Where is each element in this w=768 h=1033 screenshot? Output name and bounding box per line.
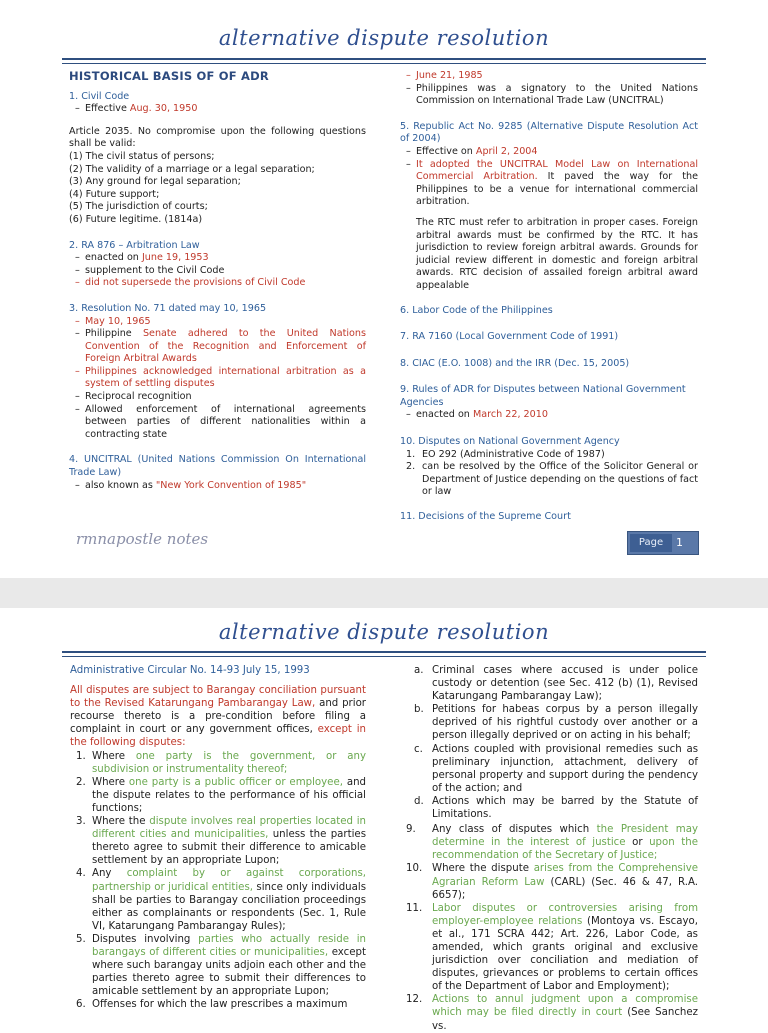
intro-paragraph — [70, 684, 366, 749]
item-number: 6. — [76, 999, 86, 1011]
item-highlight: dispute involves real properties located in different cities and municipalities, — [92, 816, 366, 841]
right-column — [400, 70, 698, 524]
date: June 19, 1953 — [141, 252, 209, 264]
item-number: 2. — [76, 776, 86, 788]
text-red: All disputes are subject to Barangay conciliation pursuant to the Revised Katarungang Pambarangay Law, — [70, 685, 366, 710]
s2-title: 2. RA 876 – Arbitration Law — [69, 239, 200, 251]
item-number: 10. — [406, 863, 423, 875]
text-red-2: except in the following disputes: — [70, 724, 366, 749]
uncitral-signatory: – Philippines was a signatory to the United Nations Commission on International Trade Law (UNCITRAL) — [400, 83, 698, 108]
date: April 2, 2004 — [475, 145, 538, 157]
list-item — [404, 795, 698, 821]
date: March 22, 2010 — [472, 409, 548, 421]
s3-senate — [69, 328, 366, 366]
item-highlight: Actions to annul judgment upon a compromise which may be filed directly in court — [432, 994, 698, 1019]
s5-paragraph: The RTC must refer to arbitration in proper cases. Foreign arbitral awards must be confirmed by the RTC. It has jurisdiction to review foreign arbitral awards. Grounds for judicial review different in domestic and foreign arbitral awards. RTC decision of assailed foreign arbitral award appealable — [416, 216, 698, 291]
article-2035: Article 2035. No compromise upon the following questions shall be valid: — [69, 125, 366, 150]
list-item — [404, 862, 698, 901]
label: Philippine — [85, 328, 143, 340]
article-item: (6) Future legitime. (1814a) — [69, 213, 203, 225]
signature: rmnapostle notes — [76, 530, 209, 548]
list-item — [70, 933, 366, 998]
list-item — [70, 867, 366, 932]
header-rule — [62, 651, 706, 653]
list-item — [404, 902, 698, 994]
s8-title: 8. CIAC (E.O. 1008) and the IRR (Dec. 15, 2005) — [400, 357, 630, 369]
document-page-2 — [0, 608, 768, 1032]
item-text: Where — [92, 776, 129, 788]
item-highlight: one party is a public officer or employee, — [128, 776, 343, 788]
item-highlight: one party is the government, or any subdivision or instrumentality thereof; — [92, 750, 366, 775]
item-text-rest: or — [625, 837, 650, 849]
left-column — [69, 70, 366, 492]
header-rule-thin — [62, 656, 706, 657]
list-item — [70, 750, 366, 776]
s4-known — [69, 480, 366, 493]
article-item: (1) The civil status of persons; — [69, 150, 215, 162]
list-item — [70, 776, 366, 815]
list-item — [404, 703, 698, 742]
label: enacted on — [416, 409, 473, 421]
item-text: Actions which may be barred by the Statute of Limitations. — [432, 795, 698, 821]
item-text: Disputes involving — [92, 933, 199, 945]
s3-title: 3. Resolution No. 71 dated may 10, 1965 — [69, 302, 267, 314]
article-item: (5) The jurisdiction of courts; — [69, 201, 208, 213]
item-highlight-2: upon the recommendation of the Secretary of Justice; — [432, 837, 698, 862]
item-letter: b. — [414, 704, 424, 716]
s4-title: 4. UNCITRAL (United Nations Commission On International Trade Law) — [69, 454, 366, 479]
exception-list — [70, 750, 366, 1012]
item-highlight: Labor disputes or controversies arising from employer-employee relations — [432, 902, 698, 927]
list-item: 1. EO 292 (Administrative Code of 1987) — [406, 448, 605, 460]
item-text: Any class of disputes which — [432, 824, 597, 836]
item-text: Actions coupled with provisional remedies such as preliminary injunction, attachment, delivery of personal property and support during the pendency of the action; and — [432, 743, 698, 794]
list-item: 2. can be resolved by the Office of the Solicitor General or Department of Justice depending on the questions of fact or law — [406, 461, 698, 498]
list-item — [70, 815, 366, 867]
item-text: Where the — [92, 816, 150, 828]
item-number: 9. — [406, 824, 416, 836]
item-highlight: complaint by or against corporations, partnership or juridical entities, — [92, 868, 366, 893]
item-number: 5. — [76, 933, 86, 945]
page-number-box — [627, 531, 699, 555]
s10-list — [400, 449, 698, 499]
header-rule — [62, 58, 706, 60]
item-text: Where the dispute — [432, 863, 534, 875]
uncitral-date: – June 21, 1985 — [400, 70, 698, 83]
article-item: (4) Future support; — [69, 188, 160, 200]
item-text: Where — [92, 750, 136, 762]
item-letter: d. — [414, 795, 424, 807]
p2-left-column — [70, 664, 366, 1011]
item-text: Criminal cases where accused is under police custody or detention (see Sec. 412 (b) (1), Revised Katarungang Pambarangay Law); — [432, 665, 698, 703]
item-number: 12. — [406, 994, 423, 1006]
item-text: EO 292 (Administrative Code of 1987) — [422, 448, 605, 460]
value: "New York Convention of 1985" — [155, 479, 307, 491]
item-letter: a. — [414, 665, 424, 676]
label: Effective — [85, 103, 130, 115]
label: enacted on — [85, 252, 142, 264]
s1-effective — [69, 103, 366, 116]
s11-title: 11. Decisions of the Supreme Court — [400, 511, 571, 523]
s2-supplement: – supplement to the Civil Code — [69, 265, 366, 278]
item-text-rest: except where such barangay units adjoin each other and the parties thereto agree to submit their differences to amicable settlement by an appropriate Lupon; — [92, 946, 366, 998]
p2-right-column — [404, 664, 698, 1033]
s3-acknowledged: – Philippines acknowledged international arbitration as a system of settling disputes — [69, 366, 366, 391]
s3-date: – May 10, 1965 — [69, 316, 366, 329]
exception-list-cont — [404, 823, 698, 1033]
list-item — [404, 664, 698, 703]
s5-title: 5. Republic Act No. 9285 (Alternative Dispute Resolution Act of 2004) — [400, 120, 698, 145]
sub-exception-list — [404, 664, 698, 821]
page-banner: alternative dispute resolution — [218, 26, 550, 50]
s5-effective — [400, 146, 698, 159]
item-text-rest: and the dispute relates to the performance of his official functions; — [92, 776, 367, 814]
s1-title: 1. Civil Code — [69, 90, 130, 102]
page-gap — [0, 578, 768, 608]
item-highlight: the President may determine in the interest of justice — [432, 824, 698, 849]
page-banner: alternative dispute resolution — [218, 620, 550, 644]
item-text: Petitions for habeas corpus by a person illegally deprived of his rightful custody over another or a person illegally deprived or on acting in his behalf; — [432, 704, 698, 742]
article-item: (3) Any ground for legal separation; — [69, 176, 241, 188]
item-number: 11. — [406, 902, 423, 914]
item-text: Offenses for which the law prescribes a maximum — [92, 999, 348, 1011]
item-text-rest: (Montoya vs. Escayo, et al., 171 SCRA 442; Art. 226, Labor Code, as amended, which grants original and exclusive jurisdiction over conciliation and mediation of disputes, grievances or problems to certain offices of the Department of Labor and Employment); — [432, 915, 698, 993]
item-text: Any — [92, 868, 127, 880]
s10-title: 10. Disputes on National Government Agency — [400, 436, 620, 448]
s9-title: 9. Rules of ADR for Disputes between National Government Agencies — [400, 384, 686, 408]
s7-title: 7. RA 7160 (Local Government Code of 1991) — [400, 331, 619, 343]
item-text: can be resolved by the Office of the Solicitor General or Department of Justice depending on the questions of fact or law — [422, 461, 698, 498]
s3-allowed: – Allowed enforcement of international agreements between parties of different nationalities within a contracting state — [69, 404, 366, 442]
label: Effective on — [416, 145, 476, 157]
page-number: 1 — [676, 536, 683, 549]
s6-title: 6. Labor Code of the Philippines — [400, 304, 553, 316]
item-letter: c. — [414, 743, 423, 755]
list-item — [404, 823, 698, 862]
item-number: 1. — [76, 750, 86, 762]
s3-reciprocal: – Reciprocal recognition — [69, 391, 366, 404]
circular-title: Administrative Circular No. 14-93 July 15, 1993 — [70, 665, 310, 676]
item-highlight: arises from the Comprehensive Agrarian Reform Law — [432, 863, 698, 888]
item-text-rest: (See Sanchez vs. — [432, 1007, 698, 1032]
list-item — [404, 993, 698, 1032]
s2-enacted — [69, 252, 366, 265]
page-label: Page — [630, 534, 672, 552]
label: also known as — [85, 479, 156, 491]
article-item: (2) The validity of a marriage or a legal separation; — [69, 163, 315, 175]
item-text-rest: since only individuals shall be parties to Barangay conciliation proceedings either as complainants or respondents (Sec. 1, Rule VI, Katarungang Pambarangay Rules); — [92, 881, 366, 932]
item-text-rest: unless the parties thereto agree to submit their difference to amicable settlement by an appropriate Lupon; — [92, 829, 367, 867]
text-rest: It paved the way for the Philippines to be a venue for international commercial arbitration. — [416, 171, 698, 208]
text: It adopted the UNCITRAL Model Law on International Commercial Arbitration. — [416, 158, 698, 183]
list-item — [404, 743, 698, 795]
s2-not-supersede: – did not supersede the provisions of Civil Code — [69, 277, 366, 290]
item-text-rest: (CARL) (Sec. 46 & 47, R.A. 6657); — [432, 876, 698, 901]
text: Senate adhered to the United Nations Convention of the Recognition and Enforcement of Foreign Arbitral Awards — [85, 328, 366, 365]
article-items — [69, 151, 366, 227]
date: Aug. 30, 1950 — [129, 103, 198, 115]
item-number: 4. — [76, 868, 86, 880]
s9-enacted — [400, 409, 698, 422]
section-heading: HISTORICAL BASIS OF OF ADR — [69, 69, 269, 83]
item-number: 3. — [76, 816, 86, 828]
header-rule-thin — [62, 63, 706, 64]
s5-adopted — [400, 159, 698, 209]
list-item — [70, 998, 366, 1011]
text: and prior recourse thereto is a pre-condition before filing a complaint in court or any government offices, — [70, 698, 366, 736]
item-highlight: parties who actually reside in barangays of different cities or municipalities, — [92, 933, 366, 958]
